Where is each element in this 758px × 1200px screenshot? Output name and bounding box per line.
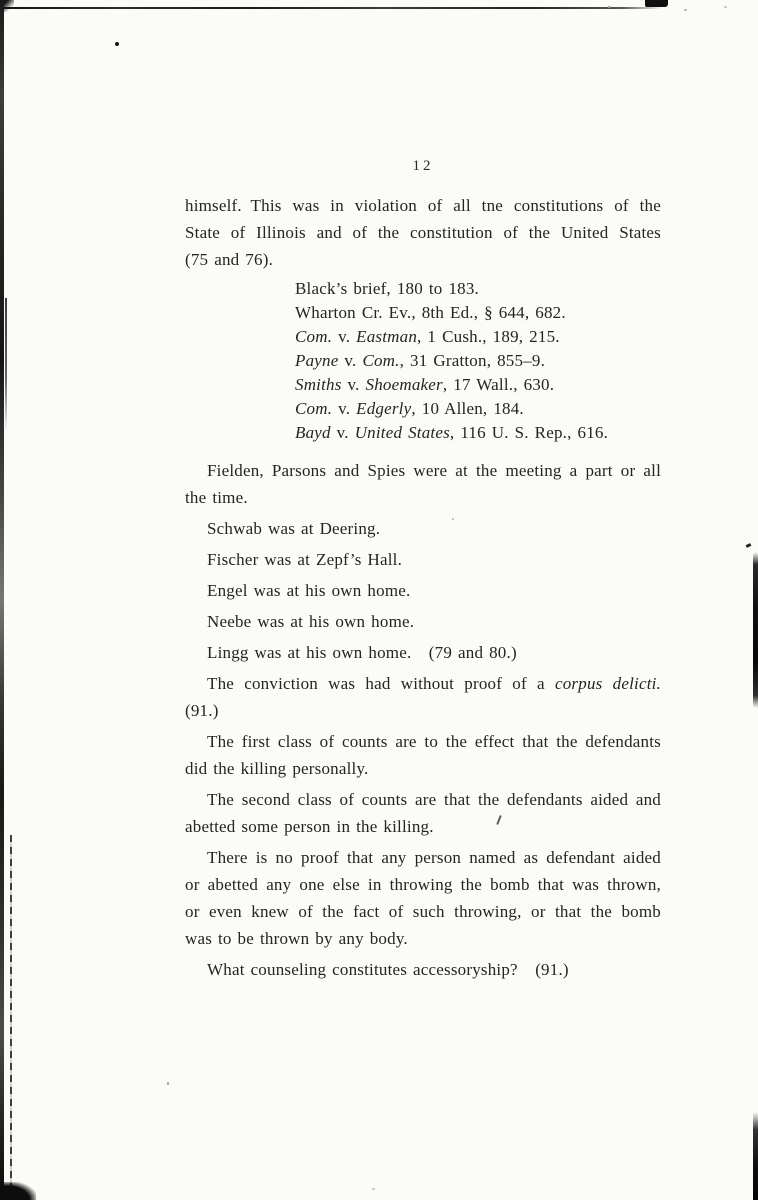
text-segment: was to be thrown by any body. <box>185 929 408 948</box>
italic-text: Com. <box>295 399 333 418</box>
italic-text: United States <box>354 423 450 442</box>
italic-text: Bayd <box>295 423 331 442</box>
text-segment: Neebe was at his own home. <box>207 612 415 631</box>
text-segment: Fielden, Parsons and Spies were at the meeting a part or all <box>207 461 661 480</box>
text-line <box>185 192 661 219</box>
text-segment: the time. <box>185 488 248 507</box>
text-segment: (91.) <box>185 701 219 720</box>
text-line <box>185 871 661 898</box>
page-text-block <box>185 158 661 987</box>
text-line <box>185 755 661 782</box>
paragraph <box>185 639 661 666</box>
text-segment: Wharton Cr. Ev., 8th Ed., § 644, 682. <box>295 303 566 322</box>
text-line <box>185 219 661 246</box>
text-segment: v. <box>338 351 363 370</box>
text-line <box>185 813 661 840</box>
text-line <box>295 325 661 349</box>
citation-line <box>295 277 661 301</box>
paragraph <box>185 728 661 782</box>
page-number: 12 <box>412 158 434 174</box>
text-segment: v. <box>332 399 357 418</box>
scan-artifact-right-edge-tick <box>746 543 752 548</box>
text-segment: or even knew of the fact of such throwing, or that the bomb <box>185 902 661 921</box>
text-line <box>185 246 661 273</box>
italic-text: Com. <box>362 351 400 370</box>
text-segment: There is no proof that any person named as defendant aided <box>207 848 661 867</box>
text-line <box>295 277 661 301</box>
paragraph <box>185 515 661 542</box>
paragraph <box>185 786 661 840</box>
paragraph <box>185 192 661 273</box>
scan-artifact-speck <box>724 6 727 8</box>
text-segment: v. <box>341 375 366 394</box>
scan-artifact-left-edge-double <box>5 298 7 433</box>
text-line <box>295 421 661 445</box>
text-line <box>185 639 661 666</box>
text-line <box>185 608 661 635</box>
scan-artifact-right-edge-streak <box>753 552 758 708</box>
scan-artifact-top-edge-line <box>0 7 662 9</box>
text-line <box>185 484 661 511</box>
text-line <box>185 786 661 813</box>
italic-text: corpus delicti. <box>554 674 661 693</box>
citation-line <box>295 397 661 421</box>
text-segment: himself. This was in violation of all tne constitutions of the <box>185 196 661 215</box>
paragraph <box>185 608 661 635</box>
text-segment: (75 and 76). <box>185 250 274 269</box>
citation-line <box>295 349 661 373</box>
text-segment: The second class of counts are that the defendants aided and <box>207 790 661 809</box>
text-segment: abetted some person in the killing. <box>185 817 434 836</box>
italic-text: Shoemaker <box>365 375 443 394</box>
scan-artifact-speck <box>608 6 611 8</box>
paragraph <box>185 577 661 604</box>
text-segment: did the killing personally. <box>185 759 369 778</box>
text-segment: Engel was at his own home. <box>207 581 411 600</box>
italic-text: Eastman <box>356 327 418 346</box>
text-segment: Fischer was at Zepf’s Hall. <box>207 550 403 569</box>
paragraph <box>185 546 661 573</box>
text-line <box>185 546 661 573</box>
scan-artifact-bottom-left-blob <box>0 1182 36 1200</box>
scan-artifact-ink-dot <box>115 42 119 46</box>
text-segment: Black’s brief, 180 to 183. <box>295 279 480 298</box>
scan-artifact-right-corner-streak <box>753 1112 758 1200</box>
text-line <box>295 397 661 421</box>
text-segment: or abetted any one else in throwing the bomb that was thrown, <box>185 875 661 894</box>
citation-line <box>295 373 661 397</box>
text-segment: , 10 Allen, 184. <box>411 399 524 418</box>
text-line <box>185 697 661 724</box>
paragraph <box>185 844 661 952</box>
text-line <box>185 515 661 542</box>
text-line <box>295 301 661 325</box>
citation-line <box>295 301 661 325</box>
italic-text: Smiths <box>295 375 342 394</box>
text-line <box>185 577 661 604</box>
text-line <box>185 457 661 484</box>
page-body <box>185 192 661 983</box>
text-segment: Schwab was at Deering. <box>207 519 381 538</box>
paragraph <box>185 956 661 983</box>
italic-text: Com. <box>295 327 333 346</box>
text-segment: What counseling constitutes accessoryship? (91.) <box>207 960 569 979</box>
text-line <box>185 670 661 697</box>
text-segment: , 31 Gratton, 855–9. <box>399 351 546 370</box>
text-segment: , 1 Cush., 189, 215. <box>417 327 560 346</box>
text-line <box>185 898 661 925</box>
text-line <box>185 728 661 755</box>
text-line <box>295 373 661 397</box>
text-segment: , 17 Wall., 630. <box>442 375 555 394</box>
scan-artifact-speck <box>684 9 687 11</box>
text-segment: v. <box>332 327 357 346</box>
scan-artifact-left-inner-line <box>10 835 12 1200</box>
text-line <box>185 925 661 952</box>
text-segment: Lingg was at his own home. (79 and 80.) <box>207 643 517 662</box>
paragraph <box>185 670 661 724</box>
text-line <box>185 956 661 983</box>
scan-artifact-speck <box>167 1082 169 1085</box>
paragraph <box>185 457 661 511</box>
italic-text: Payne <box>295 351 339 370</box>
text-segment: The first class of counts are to the effect that the defendants <box>207 732 661 751</box>
text-line <box>295 349 661 373</box>
scan-artifact-left-binding-edge <box>0 0 4 1200</box>
text-segment: , 116 U. S. Rep., 616. <box>449 423 609 442</box>
scan-artifact-top-edge-blob <box>645 0 668 7</box>
citation-line <box>295 421 661 445</box>
scan-artifact-speck <box>372 1188 375 1190</box>
italic-text: Edgerly <box>356 399 412 418</box>
text-segment: State of Illinois and of the constitution of the United States <box>185 223 661 242</box>
scan-artifact-top-left-corner <box>0 0 14 12</box>
text-line <box>185 844 661 871</box>
citation-line <box>295 325 661 349</box>
text-segment: The conviction was had without proof of a <box>207 674 555 693</box>
text-segment: v. <box>330 423 355 442</box>
